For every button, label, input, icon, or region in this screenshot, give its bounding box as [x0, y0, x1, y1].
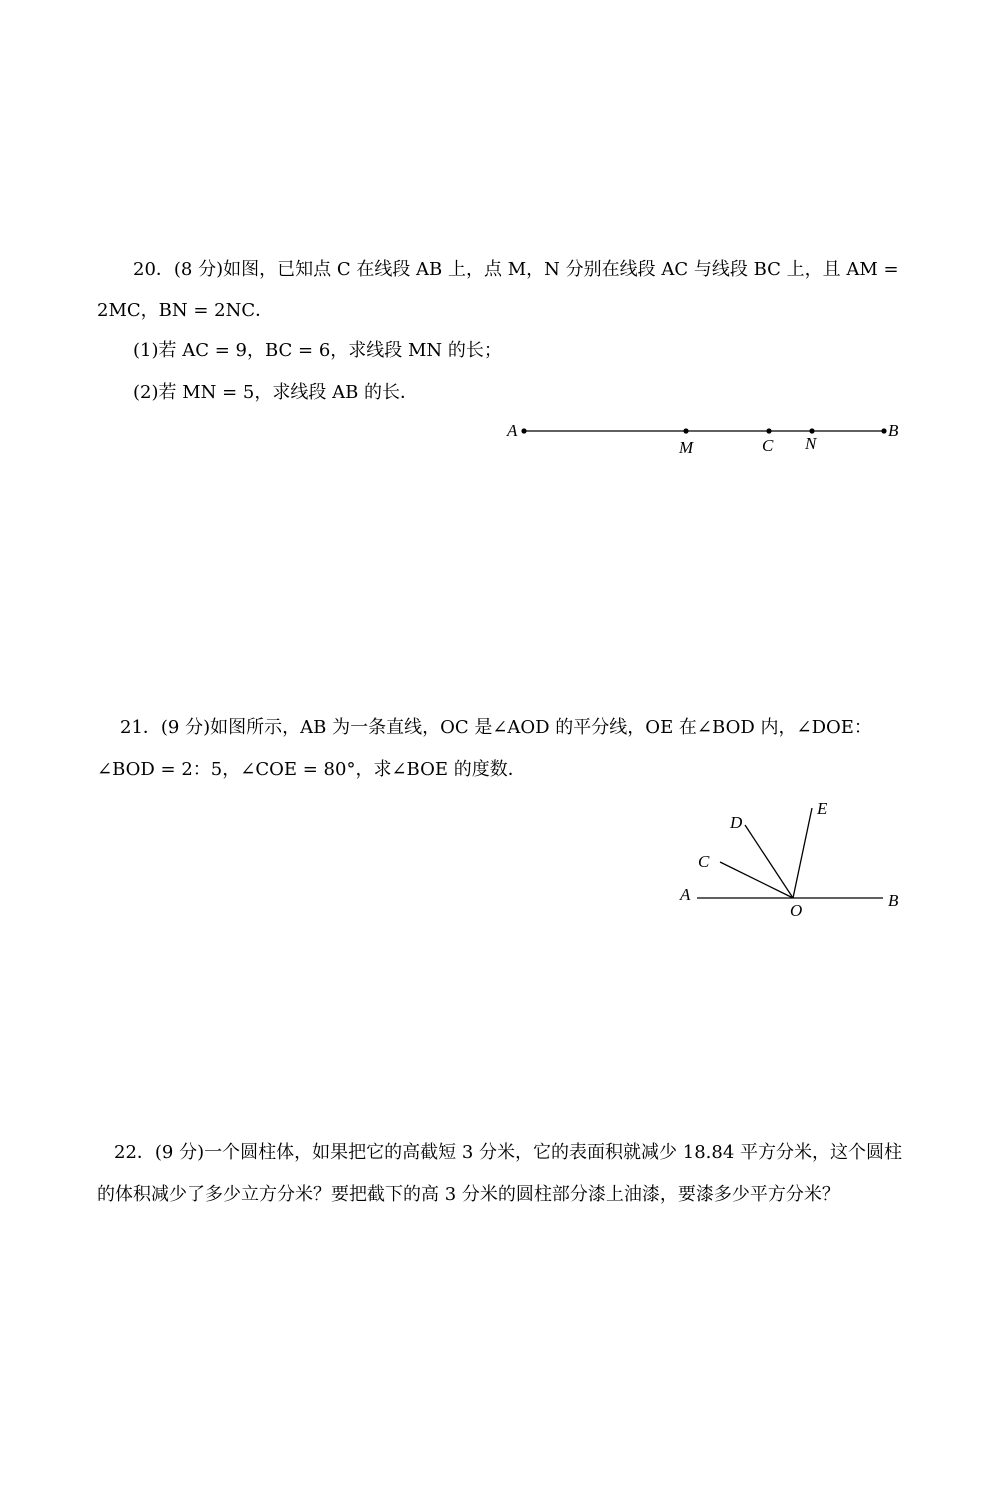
- label-o: O: [790, 901, 803, 920]
- q20-part1: (1)若 AC = 9，BC = 6，求线段 MN 的长；: [133, 340, 502, 361]
- point-n: [809, 428, 814, 433]
- q21-line2: ∠BOD = 2：5，∠COE = 80°，求∠BOE 的度数．: [97, 759, 526, 780]
- ray-od: [745, 825, 793, 898]
- point-m: [683, 428, 688, 433]
- ray-oc: [720, 862, 793, 898]
- label-n: N: [805, 434, 817, 453]
- label-b: B: [888, 891, 899, 910]
- q22-line2: 的体积减少了多少立方分米？要把截下的高 3 分米的圆柱部分漆上油漆，要漆多少平方分米？: [97, 1184, 840, 1205]
- q22-line1: 22．(9 分)一个圆柱体，如果把它的高截短 3 分米，它的表面积就减少 18.84 平方分米，这个圆柱: [114, 1142, 902, 1163]
- label-b: B: [888, 421, 899, 440]
- label-d: D: [730, 813, 743, 832]
- q21-line1: 21．(9 分)如图所示，AB 为一条直线，OC 是∠AOD 的平分线，OE 在∠BOD 内，∠DOE：: [120, 717, 872, 738]
- q21-angle-figure: [670, 795, 910, 925]
- point-c: [766, 428, 771, 433]
- label-a: A: [680, 885, 691, 904]
- q20-line1: 20．(8 分)如图，已知点 C 在线段 AB 上，点 M，N 分别在线段 AC 与线段 BC 上，且 AM =: [133, 259, 899, 280]
- q20-part2: (2)若 MN = 5，求线段 AB 的长．: [133, 382, 419, 403]
- label-e: E: [817, 799, 828, 818]
- q20-line2: 2MC，BN = 2NC．: [97, 300, 274, 321]
- q20-segment-figure: [500, 415, 910, 465]
- ray-oe: [793, 808, 812, 898]
- point-b: [881, 428, 886, 433]
- label-c: C: [762, 436, 774, 455]
- label-c: C: [698, 852, 710, 871]
- point-a: [521, 428, 526, 433]
- label-m: M: [679, 438, 694, 457]
- label-a: A: [507, 421, 518, 440]
